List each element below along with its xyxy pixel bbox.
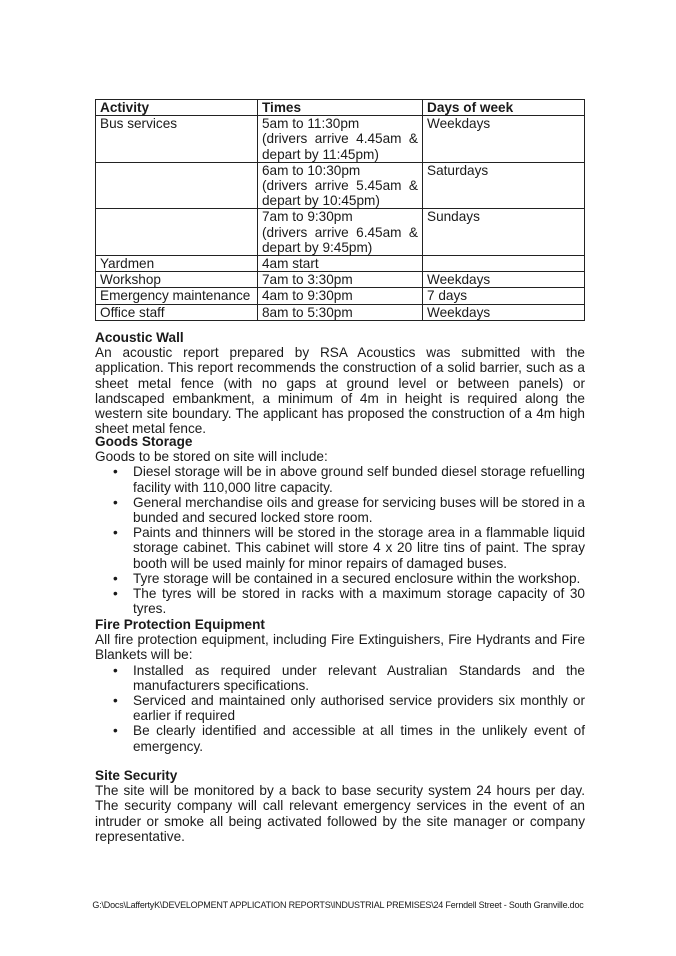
list-item: • Tyre storage will be contained in a secured enclosure within the workshop. — [95, 571, 585, 586]
fire-protection-section — [95, 617, 585, 754]
time-range: 7am to 9:30pm — [262, 209, 353, 225]
cell-times — [258, 162, 423, 209]
cell-days — [423, 256, 585, 272]
section-intro: All fire protection equipment, including Fire Extinguishers, Fire Hydrants and Fire Blankets will be: — [95, 632, 585, 663]
col-header-times: Times — [258, 100, 423, 116]
list-item: • Serviced and maintained only authorised service providers six monthly or earlier if required — [95, 693, 585, 723]
section-heading: Acoustic Wall — [95, 330, 184, 345]
list-item: • Installed as required under relevant Australian Standards and the manufacturers specifications. — [95, 663, 585, 693]
table-row — [96, 256, 585, 272]
table-row — [96, 288, 585, 304]
cell-days: Sundays — [423, 209, 585, 256]
bullet-list — [95, 663, 585, 754]
cell-times: 4am to 9:30pm — [258, 288, 423, 304]
table-row — [96, 304, 585, 320]
section-intro: Goods to be stored on site will include: — [95, 449, 328, 465]
cell-days: 7 days — [423, 288, 585, 304]
cell-times: 7am to 3:30pm — [258, 272, 423, 288]
table-row — [96, 116, 585, 163]
cell-days: Weekdays — [423, 272, 585, 288]
time-range: 6am to 10:30pm — [262, 162, 361, 178]
acoustic-wall-section — [95, 330, 585, 436]
cell-activity — [96, 162, 258, 209]
cell-activity — [96, 209, 258, 256]
cell-days: Weekdays — [423, 116, 585, 163]
section-body: An acoustic report prepared by RSA Acoustics was submitted with the application. This report recommends the construction of a solid barrier, such as a sheet metal fence (with no gaps at ground level or between panels) or landscaped embankment, a minimum of 4m in height is required along the western site boundary. The applicant has proposed the construction of a 4m high sheet metal fence. — [95, 345, 585, 437]
bullet-list — [95, 464, 585, 616]
list-item: • Paints and thinners will be stored in the storage area in a flammable liquid storage cabinet. This cabinet will store 4 x 20 litre tins of paint. The spray booth will be used mainly for minor repairs of damaged buses. — [95, 525, 585, 571]
time-note: depart by 9:45pm) — [262, 239, 373, 255]
site-security-section — [95, 768, 585, 844]
time-note: depart by 11:45pm) — [262, 146, 379, 162]
time-note: (drivers arrive 6.45am & — [262, 224, 418, 240]
table-row — [96, 162, 585, 209]
cell-times: 4am start — [258, 256, 423, 272]
operating-hours-table — [95, 99, 585, 321]
time-note: depart by 10:45pm) — [262, 193, 380, 209]
cell-times: 8am to 5:30pm — [258, 304, 423, 320]
table-row — [96, 209, 585, 256]
col-header-days: Days of week — [423, 100, 585, 116]
goods-storage-section — [95, 434, 585, 616]
section-heading: Fire Protection Equipment — [95, 617, 265, 632]
section-body: The site will be monitored by a back to base security system 24 hours per day. The security company will call relevant emergency services in the event of an intruder or smoke all being activated followed by the site manager or company representative. — [95, 783, 585, 844]
section-heading: Site Security — [95, 768, 178, 783]
table-row — [96, 272, 585, 288]
list-item: • General merchandise oils and grease for servicing buses will be stored in a bunded and secured locked store room. — [95, 495, 585, 525]
table-header-row — [96, 100, 585, 116]
time-range: 5am to 11:30pm — [262, 116, 360, 132]
cell-times — [258, 116, 423, 163]
time-note: (drivers arrive 4.45am & — [262, 131, 418, 147]
cell-activity: Workshop — [96, 272, 258, 288]
footer-file-path: G:\Docs\LaffertyK\DEVELOPMENT APPLICATION REPORTS\INDUSTRIAL PREMISES\24 Ferndell Street - South Granville.doc — [92, 900, 584, 910]
cell-days: Saturdays — [423, 162, 585, 209]
col-header-activity: Activity — [96, 100, 258, 116]
cell-activity: Emergency maintenance — [96, 288, 258, 304]
time-note: (drivers arrive 5.45am & — [262, 178, 418, 194]
cell-days: Weekdays — [423, 304, 585, 320]
section-heading: Goods Storage — [95, 434, 193, 449]
list-item: • The tyres will be stored in racks with a maximum storage capacity of 30 tyres. — [95, 586, 585, 616]
list-item: • Diesel storage will be in above ground self bunded diesel storage refuelling facility with 110,000 litre capacity. — [95, 464, 585, 494]
cell-times — [258, 209, 423, 256]
cell-activity: Bus services — [96, 116, 258, 163]
cell-activity: Yardmen — [96, 256, 258, 272]
list-item: • Be clearly identified and accessible at all times in the unlikely event of emergency. — [95, 723, 585, 753]
cell-activity: Office staff — [96, 304, 258, 320]
